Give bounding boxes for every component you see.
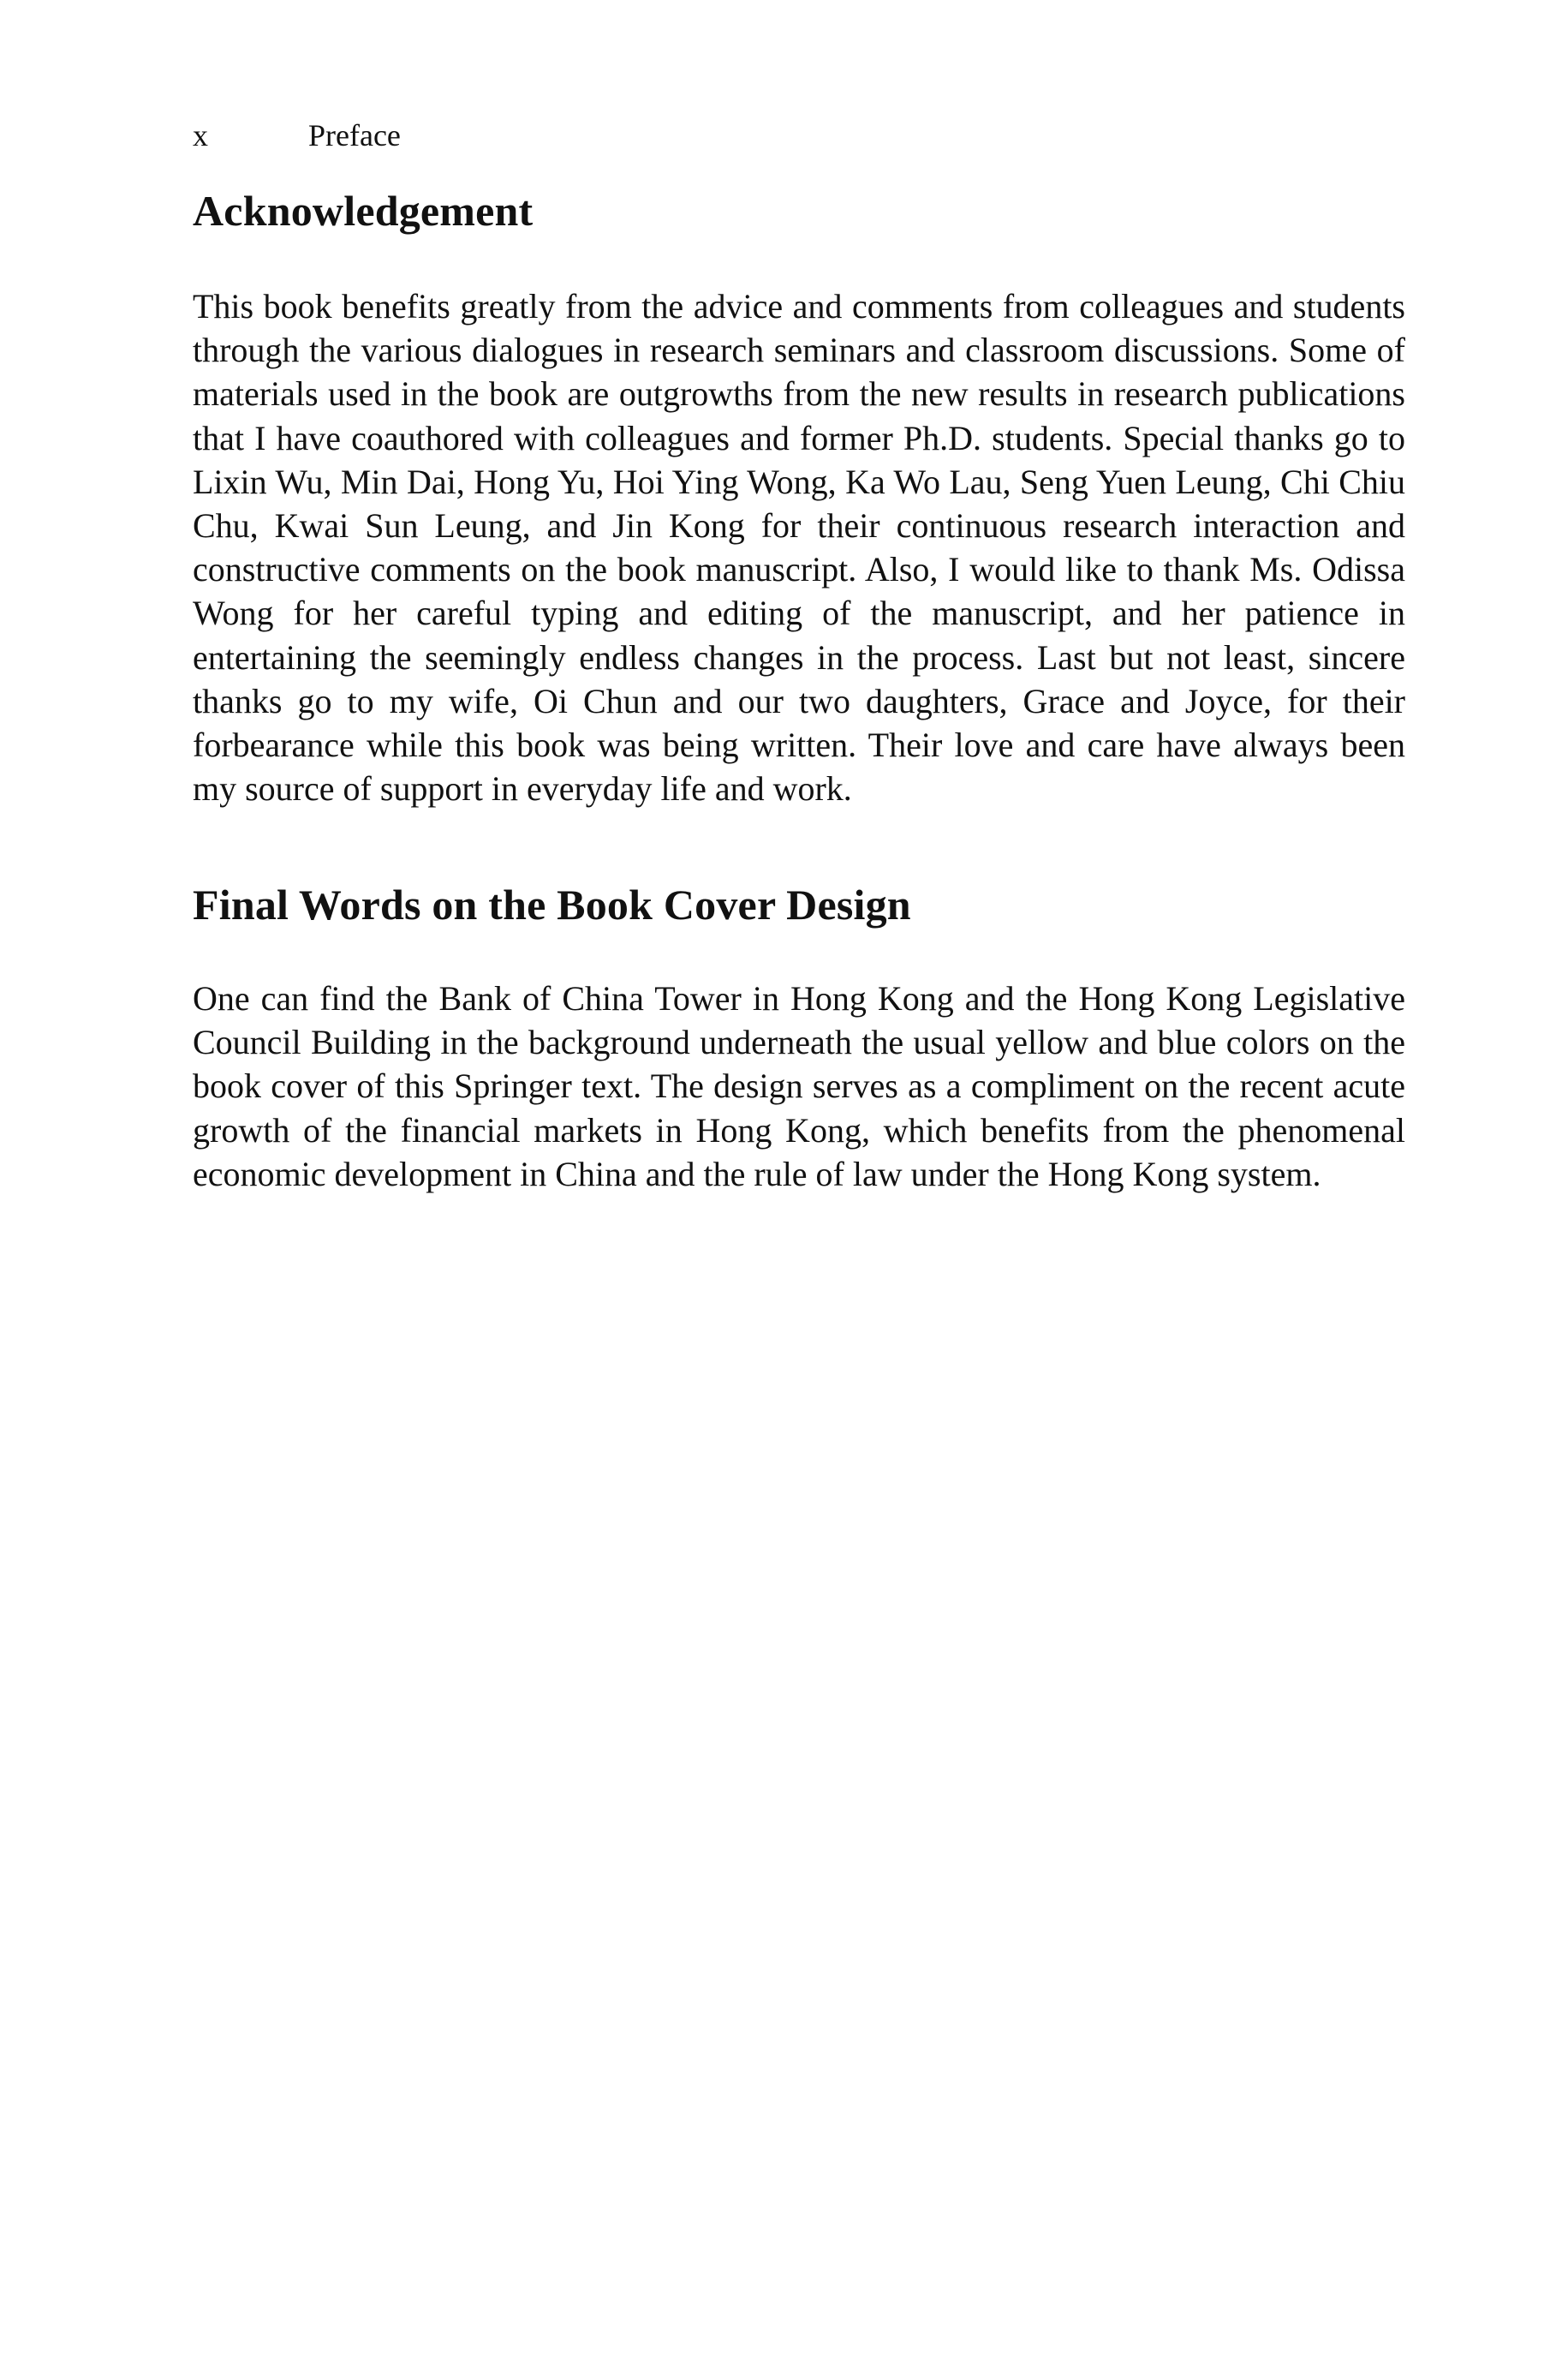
page-number: x <box>193 118 208 152</box>
running-title: Preface <box>308 118 401 152</box>
acknowledgement-heading: Acknowledgement <box>193 187 534 235</box>
acknowledgement-section <box>193 182 1405 810</box>
acknowledgement-paragraph: This book benefits greatly from the advice and comments from colleagues and students through the various dialogues in research seminars and classroom discussions. Some of materials used in the book are outgrowths from the new results in research publications that I have coauthored with colleagues and former Ph.D. students. Special thanks go to Lixin Wu, Min Dai, Hong Yu, Hoi Ying Wong, Ka Wo Lau, Seng Yuen Leung, Chi Chiu Chu, Kwai Sun Leung, and Jin Kong for their continuous research interaction and constructive comments on the book manuscript. Also, I would like to thank Ms. Odissa Wong for her careful typing and editing of the manuscript, and her patience in entertaining the seemingly endless changes in the process. Last but not least, sincere thanks go to my wife, Oi Chun and our two daughters, Grace and Joyce, for their forbearance while this book was being written. Their love and care have always been my source of support in everyday life and work. <box>193 287 1405 809</box>
book-cover-section <box>193 875 1405 1196</box>
book-cover-heading: Final Words on the Book Cover Design <box>193 881 911 929</box>
running-head <box>193 115 401 156</box>
book-cover-paragraph: One can find the Bank of China Tower in Hong Kong and the Hong Kong Legislative Council Building in the background underneath the usual yellow and blue colors on the book cover of this Springer text. The design serves as a compliment on the recent acute growth of the financial markets in Hong Kong, which benefits from the phenomenal economic development in China and the rule of law under the Hong Kong system. <box>193 979 1405 1193</box>
